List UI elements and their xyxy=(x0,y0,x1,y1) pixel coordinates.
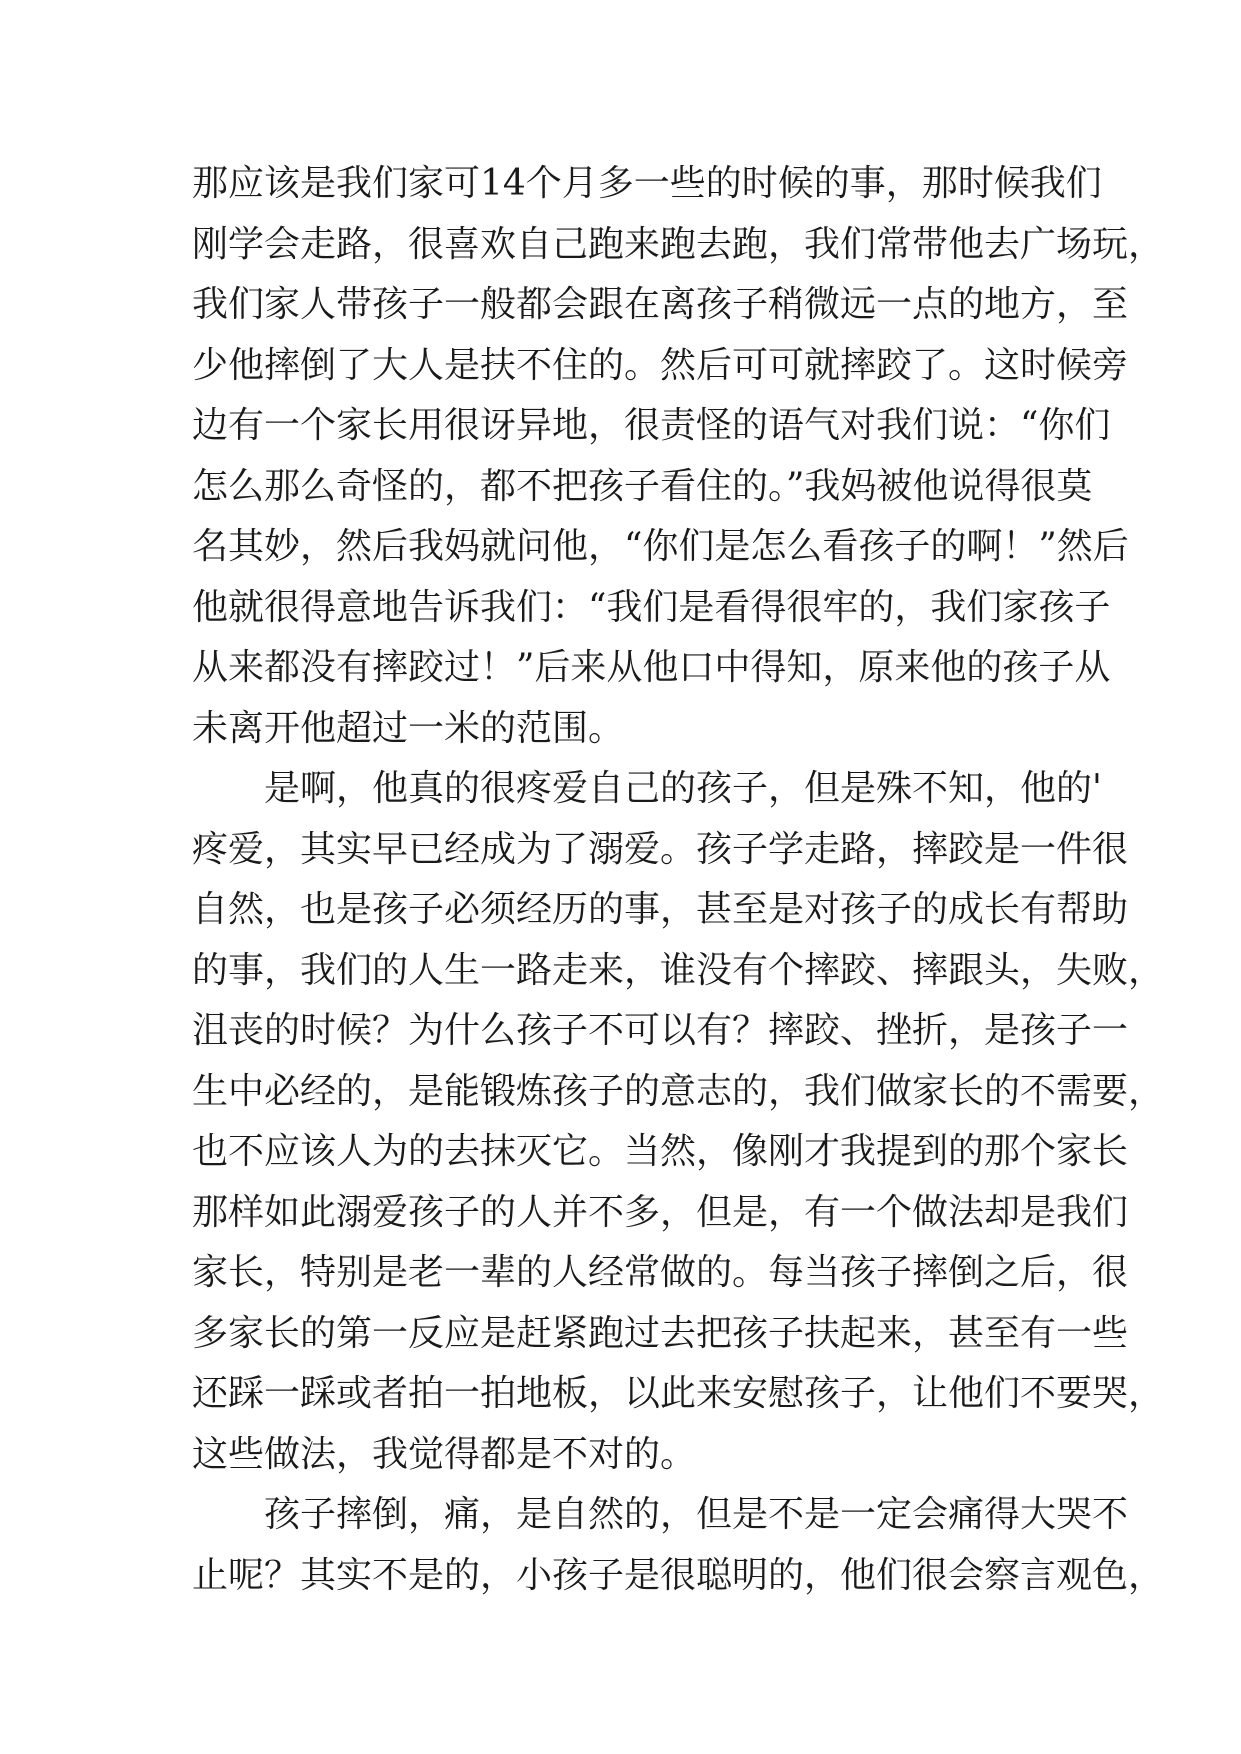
text-line: 孩子摔倒，痛，是自然的，但是不是一定会痛得大哭不 xyxy=(264,1494,1129,1535)
text-line: 止呢？其实不是的，小孩子是很聪明的，他们很会察言观色， xyxy=(192,1554,1165,1596)
paragraph-2 xyxy=(192,759,1165,1485)
body-text xyxy=(192,154,1165,1606)
text-line: 还踩一踩或者拍一拍地板，以此来安慰孩子，让他们不要哭， xyxy=(192,1373,1165,1414)
text-line: 我们家人带孩子一般都会跟在离孩子稍微远一点的地方，至 xyxy=(192,284,1129,325)
text-line: 也不应该人为的去抹灭它。当然，像刚才我提到的那个家长 xyxy=(192,1131,1129,1172)
text-line: 生中必经的，是能锻炼孩子的意志的，我们做家长的不需要， xyxy=(192,1070,1165,1112)
text-line: 家长，特别是老一辈的人经常做的。每当孩子摔倒之后，很 xyxy=(192,1252,1129,1293)
text-line: 自然，也是孩子必须经历的事，甚至是对孩子的成长有帮助 xyxy=(192,889,1129,930)
text-line: 怎么那么奇怪的，都不把孩子看住的。”我妈被他说得很莫 xyxy=(192,465,1093,507)
text-line: 那样如此溺爱孩子的人并不多，但是，有一个做法却是我们 xyxy=(192,1191,1129,1233)
text-line: 这些做法，我觉得都是不对的。 xyxy=(192,1433,697,1475)
text-line: 沮丧的时候？为什么孩子不可以有？摔跤、挫折，是孩子一 xyxy=(192,1010,1129,1051)
text-line: 刚学会走路，很喜欢自己跑来跑去跑，我们常带他去广场玩， xyxy=(192,223,1165,265)
text-line: 边有一个家长用很讶异地，很责怪的语气对我们说：“你们 xyxy=(192,405,1111,446)
text-line: 的事，我们的人生一路走来，谁没有个摔跤、摔跟头，失败， xyxy=(192,949,1165,991)
text-line: 未离开他超过一米的范围。 xyxy=(192,707,625,749)
text-line: 从来都没有摔跤过！”后来从他口中得知，原来他的孩子从 xyxy=(192,647,1111,688)
paragraph-3 xyxy=(192,1485,1165,1606)
text-line: 多家长的第一反应是赶紧跑过去把孩子扶起来，甚至有一些 xyxy=(192,1312,1129,1354)
text-line: 疼爱，其实早已经成为了溺爱。孩子学走路，摔跤是一件很 xyxy=(192,828,1129,870)
text-line: 名其妙，然后我妈就问他，“你们是怎么看孩子的啊！”然后 xyxy=(192,526,1129,567)
text-line: 那应该是我们家可14个月多一些的时候的事，那时候我们 xyxy=(192,163,1102,204)
text-line: 少他摔倒了大人是扶不住的。然后可可就摔跤了。这时候旁 xyxy=(192,344,1129,386)
text-line: 是啊，他真的很疼爱自己的孩子，但是殊不知，他的' xyxy=(264,768,1102,809)
text-line: 他就很得意地告诉我们：“我们是看得很牢的，我们家孩子 xyxy=(192,586,1111,628)
paragraph-1 xyxy=(192,154,1165,759)
